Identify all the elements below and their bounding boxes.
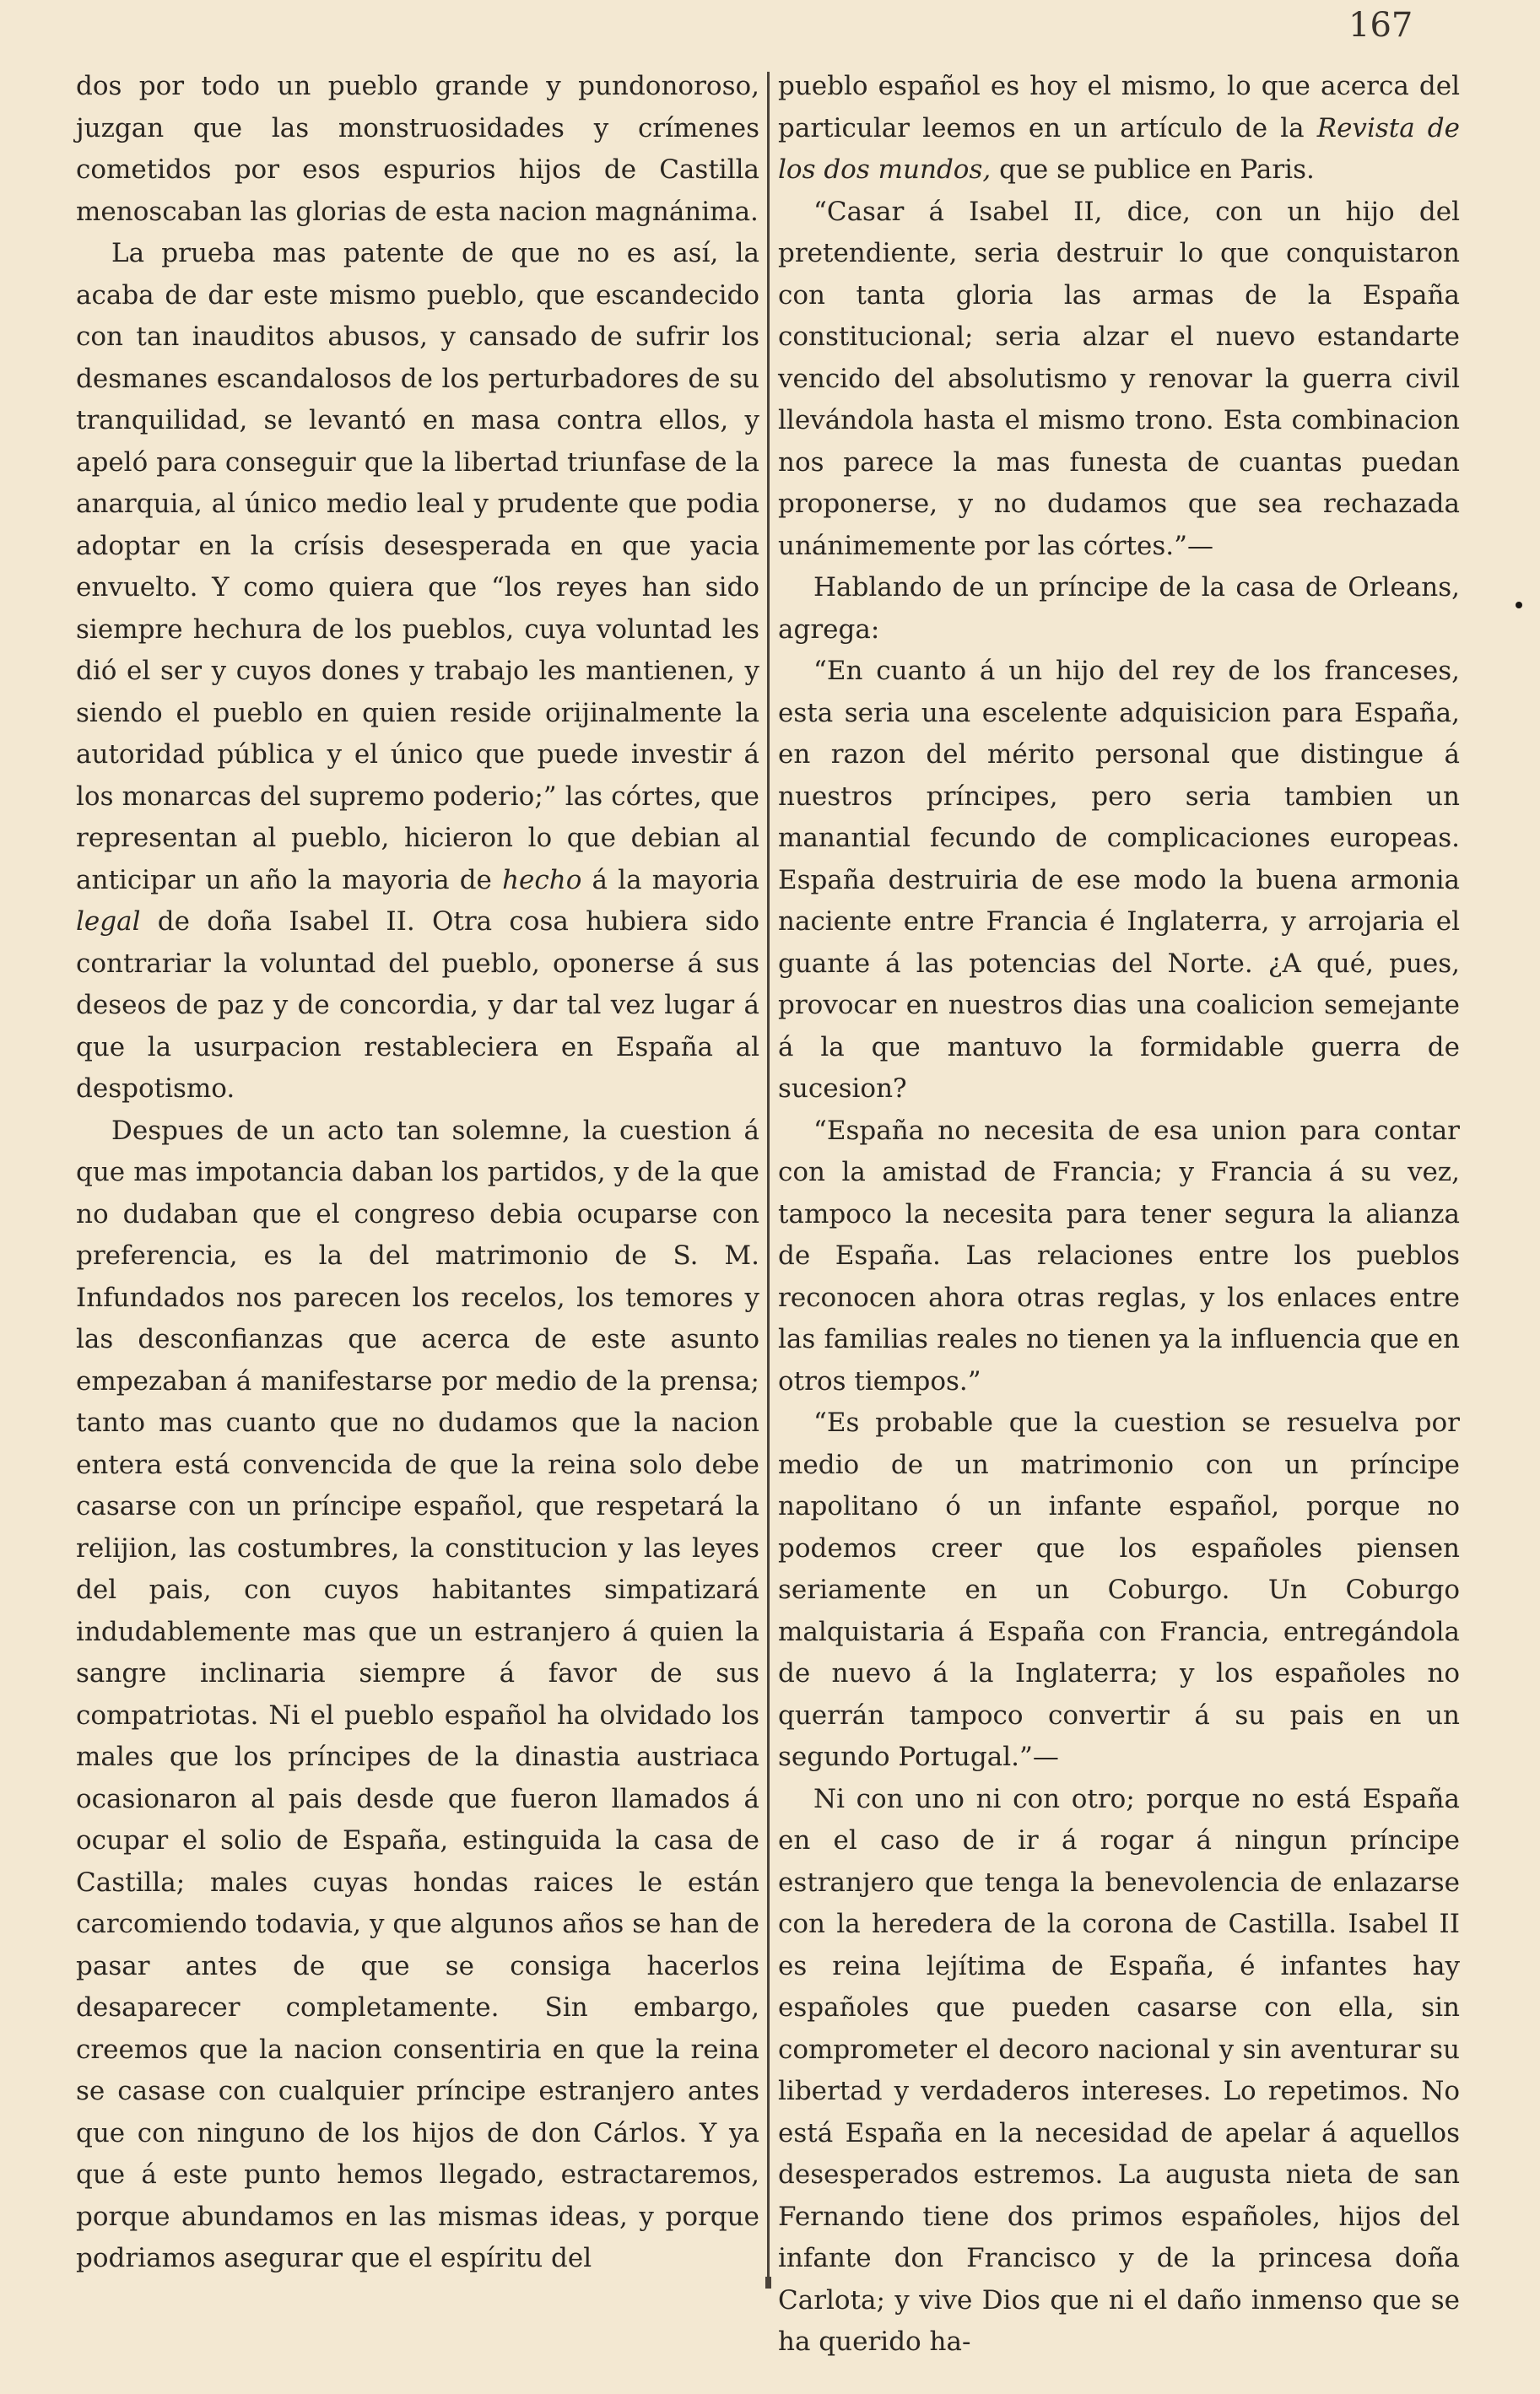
right-paragraph-2: “Casar á Isabel II, dice, con un hijo del pretendiente, seria destruir lo que conquistaron con tanta gloria las armas de la España constitucional; seria alzar el nuevo estandarte vencido del absolutismo y renovar la guerra civil llevándola hasta el mismo trono. Esta combinacion nos parece la mas funesta de cuantas puedan proponerse, y no dudamos que sea rechazada unánimemente por las córtes.”— <box>778 196 1460 561</box>
right-paragraph-3: Hablando de un príncipe de la casa de Orleans, agrega: <box>778 572 1460 645</box>
left-column <box>76 66 759 2280</box>
left-paragraph-2 <box>76 233 759 1111</box>
column-divider-end <box>765 2277 771 2289</box>
column-divider <box>767 72 770 2283</box>
left-paragraph-2-text: La prueba mas patente de que no es así, la acaba de dar este mismo pueblo, que escandecido con tan inauditos abusos, y cansado de sufrir los desmanes escandalosos de los perturbadores de su tranquilidad, se levantó en masa contra ellos, y apeló para conseguir que la libertad triunfase de la anarquia, al único medio leal y prudente que podia adoptar en la crísis desesperada en que yacia envuelto. Y como quiera que “los reyes han sido siempre hechura de los pueblos, cuya voluntad les dió el ser y cuyos dones y trabajo les mantienen, y siendo el pueblo en quien reside orijinalmente la autoridad pública y el único que puede investir á los monarcas del supremo poderio;” las córtes, que representan al pueblo, hicieron lo que debian al anticipar un año la mayoria de <box>76 238 759 895</box>
left-paragraph-2-end: de doña Isabel II. Otra cosa hubiera sido contrariar la voluntad del pueblo, oponerse á sus deseos de paz y de concordia, y dar tal vez lugar á que la usurpacion restableciera en España al despotismo. <box>76 906 759 1104</box>
page-number: 167 <box>1348 6 1413 45</box>
right-paragraph-1-journal-title: Revista de los dos mundos, <box>778 112 1461 185</box>
right-paragraph-4: “En cuanto á un hijo del rey de los franceses, esta seria una escelente adquisicion para España, en razon del mérito personal que distingue á nuestros príncipes, pero seria tambien un manantial fecundo de complicaciones europeas. España destruiria de ese modo la buena armonia naciente entre Francia é Inglaterra, y arrojaria el guante á las potencias del Norte. ¿A qué, pues, provocar en nuestros dias una coalicion semejante á la que mantuvo la formidable guerra de sucesion? <box>778 656 1460 1104</box>
left-paragraph-2-emphasis-legal: legal <box>76 906 141 937</box>
right-paragraph-7: Ni con uno ni con otro; porque no está España en el caso de ir á rogar á ningun príncipe estranjero que tenga la benevolencia de enlazarse con la heredera de la corona de Castilla. Isabel II es reina lejítima de España, é infantes hay españoles que pueden casarse con ella, sin comprometer el decoro nacional y sin aventurar su libertad y verdaderos intereses. Lo repetimos. No está España en la necesidad de apelar á aquellos desesperados estremos. La augusta nieta de san Fernando tiene dos primos españoles, hijos del infante don Francisco y de la princesa doña Carlota; y vive Dios que ni el daño inmenso que se ha querido ha- <box>778 1783 1460 2357</box>
left-paragraph-2-emphasis-hecho: hecho <box>502 864 582 895</box>
margin-ink-dot <box>1516 602 1522 608</box>
right-paragraph-6: “Es probable que la cuestion se resuelva por medio de un matrimonio con un príncipe napolitano ó un infante español, porque no podemos creer que los españoles piensen seriamente en un Coburgo. Un Coburgo malquistaria á España con Francia, entregándola de nuevo á la Inglaterra; y los españoles no querrán tampoco convertir á su pais en un segundo Portugal.”— <box>778 1408 1460 1772</box>
left-paragraph-2-middle: á la mayoria <box>592 864 759 895</box>
right-column <box>778 66 1460 2364</box>
left-paragraph-3: Despues de un acto tan solemne, la cuestion á que mas impotancia daban los partidos, y de la que no dudaban que el congreso debia ocuparse con preferencia, es la del matrimonio de S. M. Infundados nos parecen los recelos, los temores y las desconfianzas que acerca de este asunto empezaban á manifestarse por medio de la prensa; tanto mas cuanto que no dudamos que la nacion entera está convencida de que la reina solo debe casarse con un príncipe español, que respetará la relijion, las costumbres, la constitucion y las leyes del pais, con cuyos habitantes simpatizará indudablemente mas que un estranjero á quien la sangre inclinaria siempre á favor de sus compatriotas. Ni el pueblo español ha olvidado los males que los príncipes de la dinastia austriaca ocasionaron al pais desde que fueron llamados á ocupar el solio de España, estinguida la casa de Castilla; males cuyas hondas raices le están carcomiendo todavia, y que algunos años se han de pasar antes de que se consiga hacerlos desaparecer completamente. Sin embargo, creemos que la nacion consentiria en que la reina se casase con cualquier príncipe estranjero antes que con ninguno de los hijos de don Cárlos. Y ya que á este punto hemos llegado, estractaremos, porque abundamos en las mismas ideas, y porque podriamos asegurar que el espíritu del <box>76 1115 759 2273</box>
right-paragraph-5: “España no necesita de esa union para contar con la amistad de Francia; y Francia á su vez, tampoco la necesita para tener segura la alianza de España. Las relaciones entre los pueblos reconocen ahora otras reglas, y los enlaces entre las familias reales no tienen ya la influencia que en otros tiempos.” <box>778 1115 1460 1397</box>
right-paragraph-1-end: que se publice en Paris. <box>999 154 1315 185</box>
right-paragraph-1 <box>778 66 1460 192</box>
right-paragraph-1-text: pueblo español es hoy el mismo, lo que acerca del particular leemos en un artículo de la <box>778 71 1460 143</box>
left-paragraph-1: dos por todo un pueblo grande y pundonoroso, juzgan que las monstruosidades y crímenes cometidos por esos espurios hijos de Castilla menoscaban las glorias de esta nacion magnánima. <box>76 71 759 227</box>
